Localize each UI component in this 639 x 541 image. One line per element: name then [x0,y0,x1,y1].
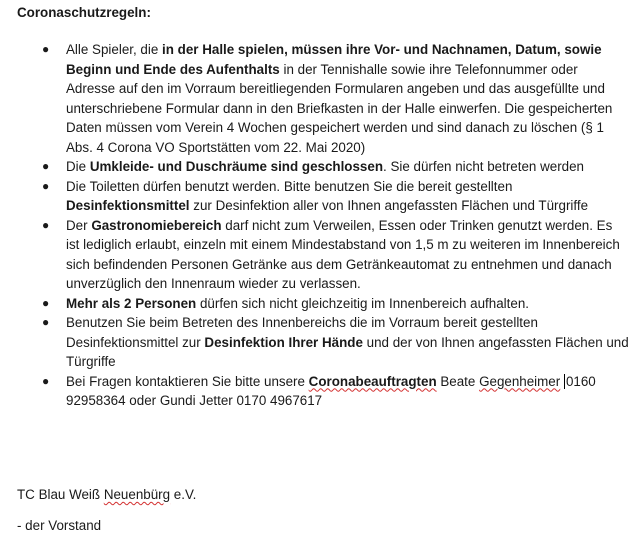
rule-text: Beate [436,373,480,389]
club-name [17,485,196,504]
rule-emphasis: Mehr als 2 Personen [66,295,197,311]
rule-emphasis: Gastronomiebereich [91,217,222,233]
rule-text: zur Desinfektion aller von Ihnen angefassten Flächen und Türgriffe [189,198,589,213]
bullet-icon: ● [42,159,50,173]
club-name-prefix: TC Blau Weiß [17,487,104,502]
rule-text: Bei Fragen kontaktieren Sie bitte unsere [66,373,309,389]
rule-text: und der von Ihnen angefassten Flächen und Türgriffe [66,334,629,369]
rule-text: Die [66,159,90,174]
rule-item [17,177,629,216]
rule-item [17,40,629,157]
rule-item [17,313,629,372]
text-cursor [564,374,565,389]
rule-text: Die Toiletten dürfen benutzt werden. Bitte benutzen Sie die bereit gestellten [66,178,513,194]
club-name-suffix: e.V. [170,487,197,502]
bullet-icon: ● [42,315,50,329]
rule-emphasis: in der Halle spielen, müssen ihre Vor- und Nachnamen, Datum, sowie Beginn und Ende des Aufenthalts [66,42,602,77]
rule-emphasis: Desinfektionsmittel [66,198,190,213]
bullet-icon: ● [42,42,50,56]
rule-text: 0160 92958364 oder Gundi Jetter 0170 4967617 [66,373,596,408]
rule-item [17,157,629,177]
club-name-town: Neuenbürg [103,487,171,502]
bullet-icon: ● [42,178,50,193]
bullet-icon: ● [42,295,50,310]
rule-text: in der Tennishalle sowie ihre Telefonnummer oder Adresse auf den im Vorraum bereitliegenden Formularen angeben und das ausgefüllte und unterschriebene Formular dann in den Briefkasten in der Halle einwerfen. Die gespeicherten Daten müssen vom Verein 4 Wochen gespeichert werden und sind danach zu löschen (§ 1 Abs. 4 Corona VO Sportstätten vom 22. Mai 2020) [66,61,613,155]
signature: - der Vorstand [17,518,102,533]
document-body [17,3,629,411]
rule-text: dürfen sich nicht gleichzeitig im Innenbereich aufhalten. [196,295,529,311]
rule-emphasis: Umkleide- und Duschräume sind geschlossen [89,159,384,174]
rule-text: Benutzen Sie beim Betreten des Innenbereichs die im Vorraum bereit gestellten Desinfektionsmittel zur [66,315,538,350]
rule-emphasis: Coronabeauftragten [308,373,437,389]
rule-emphasis: Desinfektion Ihrer Hände [204,334,363,350]
bullet-icon: ● [42,217,50,232]
bullet-icon: ● [42,373,50,388]
rule-item [17,294,629,314]
rule-text: Der [66,217,92,233]
rule-item [17,216,629,294]
rules-list [17,40,629,411]
rule-text: Gegenheimer [479,373,561,389]
rule-text: darf nicht zum Verweilen, Essen oder Trinken genutzt werden. Es ist lediglich erlaubt, einzeln mit einem Mindestabstand von 1,5 m zu weiteren im Innenbereich sich befindenden Personen Getränke aus dem Getränkeautomat zu entnehmen und danach unverzüglich den Innenraum wieder zu verlassen. [66,217,620,291]
document-title: Coronaschutzregeln: [17,5,151,20]
rule-text: Alle Spieler, die [66,42,163,57]
rule-text: . Sie dürfen nicht betreten werden [383,159,584,174]
rule-item [17,372,629,411]
